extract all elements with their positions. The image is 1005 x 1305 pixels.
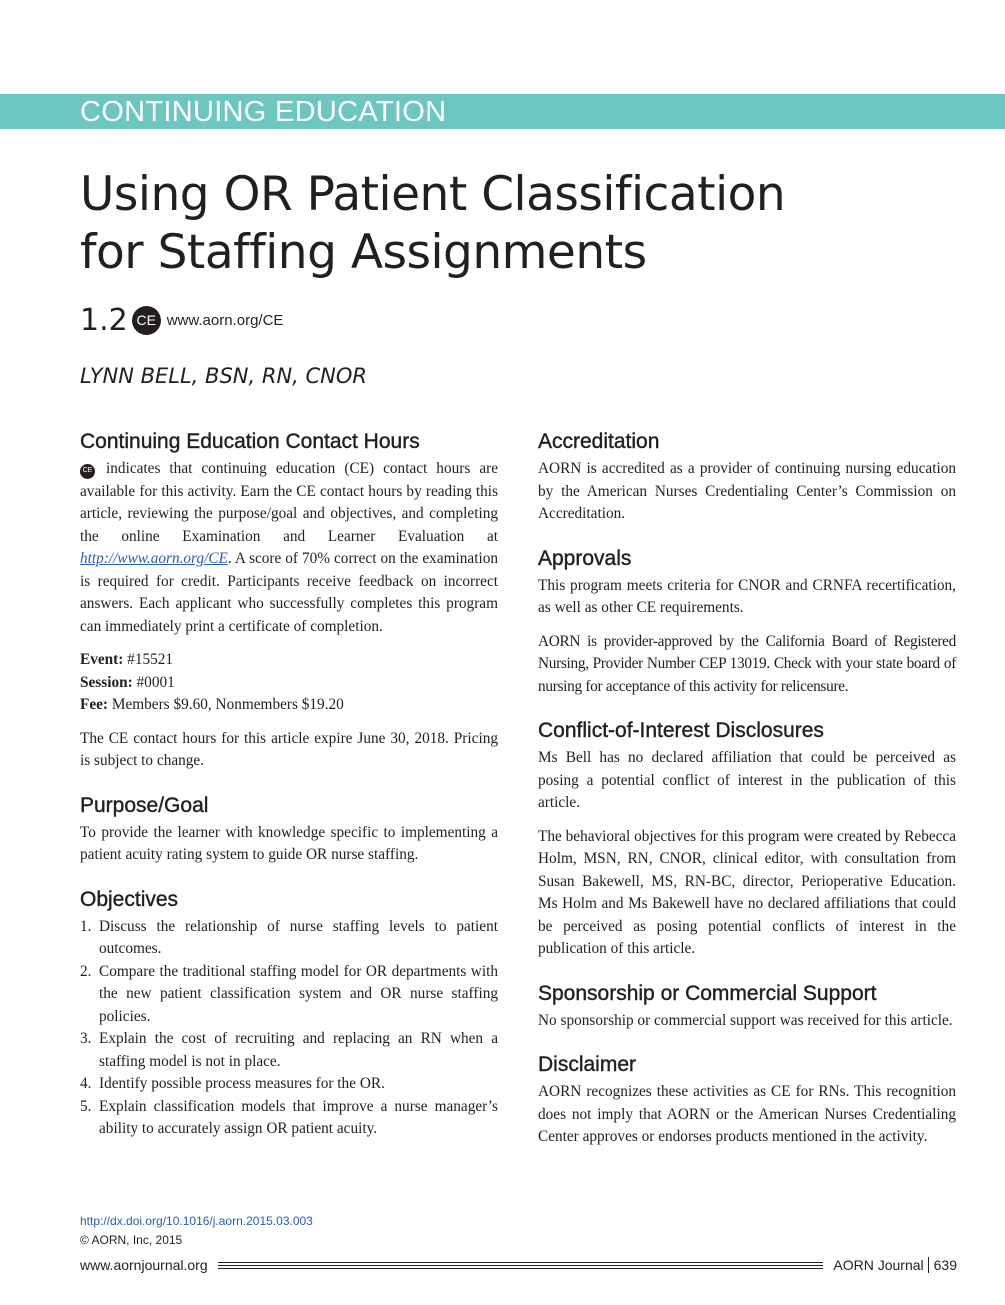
credit-hours: 1.2 [80,302,128,338]
item-number: 3. [80,1030,92,1047]
ce-badge-icon: CE [132,306,161,335]
list-item [80,1096,498,1141]
session-label: Session: [80,673,133,691]
session-row [80,672,498,695]
title-line-1: Using OR Patient Classification [80,167,786,222]
contact-hours-text [80,458,498,638]
left-column [80,428,498,1141]
section-banner [0,94,1005,129]
right-column [538,428,956,1149]
item-text: Identify possible process measures for the OR. [99,1075,385,1092]
author-credentials: BSN, RN, CNOR [198,364,367,388]
purpose-heading: Purpose/Goal [80,793,209,817]
list-item [80,916,498,961]
contact-hours-text-1: indicates that continuing education (CE) contact hours are available for this activity. Earn the CE contact hours by reading this article, reviewing the purpose/goal and objectives, and completing the online Examination and Learner Evaluation at [80,460,498,545]
conflict-text-2: The behavioral objectives for this program were created by Rebecca Holm, MSN, RN, CNOR, clinical editor, with consultation from Susan Bakewell, MS, RN-BC, director, Perioperative Education. Ms Holm and Ms Bakewell have no declared affiliations that could be perceived as posing potential conflicts of interest in the publication of this article. [538,827,956,957]
fee-value: Members $9.60, Nonmembers $19.20 [108,696,344,713]
copyright: © AORN, Inc, 2015 [80,1233,183,1247]
accreditation-heading: Accreditation [538,430,660,453]
approvals-text-1: This program meets criteria for CNOR and CRNFA recertification, as well as other CE requirements. [538,576,956,616]
sponsorship-heading: Sponsorship or Commercial Support [538,981,877,1005]
approvals-text-2: AORN is provider-approved by the California Board of Registered Nursing, Provider Number CEP 13019. Check with your state board of nursing for acceptance of this activity for relicensure. [538,632,956,695]
item-text: Explain classification models that improve a nurse manager’s ability to accurately assign OR patient acuity. [99,1097,498,1137]
objectives-list [80,916,498,1141]
list-item [80,1028,498,1073]
disclaimer-text: AORN recognizes these activities as CE for RNs. This recognition does not imply that AORN or the American Nurses Credentialing Center approves or endorses products mentioned in the activity. [538,1083,956,1145]
author-byline [80,364,367,388]
doi-link[interactable]: http://dx.doi.org/10.1016/j.aorn.2015.03.003 [80,1214,313,1228]
list-item [80,1073,498,1096]
contact-hours-text-2: . A score of 70% correct on the examination is required for credit. Participants receive feedback on incorrect answers. Each applicant who successfully completes this program can immediately print a certificate of completion. [80,550,498,635]
title-line-2: for Staffing Assignments [80,225,647,280]
objectives-heading: Objectives [80,887,179,911]
page-footer [80,1255,957,1275]
item-number: 4. [80,1075,92,1092]
author-name: LYNN BELL, [80,364,199,388]
item-text: Discuss the relationship of nurse staffing levels to patient outcomes. [99,917,498,957]
journal-site-link[interactable]: www.aornjournal.org [80,1257,208,1273]
ce-link[interactable]: http://www.aorn.org/CE [80,550,228,567]
event-label: Event: [80,651,124,668]
event-row [80,649,498,672]
page-number: 639 [928,1257,957,1273]
ce-inline-icon: CE [80,464,95,479]
approvals-heading: Approvals [538,546,632,570]
session-value: #0001 [132,673,175,691]
event-value: #15521 [123,651,174,668]
item-text: Compare the traditional staffing model for OR departments with the new patient classification system and OR nurse staffing policies. [99,962,498,1025]
conflict-heading: Conflict-of-Interest Disclosures [538,719,824,742]
fee-label: Fee: [80,696,109,713]
item-number: 5. [80,1097,92,1115]
accreditation-text: AORN is accredited as a provider of continuing nursing education by the American Nurses Credentialing Center’s Commission on Accreditation. [538,460,956,522]
article-title [80,166,940,282]
list-item [80,961,498,1029]
contact-hours-heading: Continuing Education Contact Hours [80,430,420,453]
banner-label: CONTINUING EDUCATION [80,96,447,128]
purpose-text: To provide the learner with knowledge specific to implementing a patient acuity rating system to guide OR nurse staffing. [80,823,498,863]
credit-url-link[interactable]: www.aorn.org/CE [166,311,284,329]
item-number: 2. [80,962,92,980]
expiration-text: The CE contact hours for this article expire June 30, 2018. Pricing is subject to change. [80,729,498,769]
conflict-text-1: Ms Bell has no declared affiliation that could be perceived as posing a potential conflict of interest in the publication of this article. [538,749,956,811]
credit-line [80,300,283,340]
item-number: 1. [80,917,92,935]
fee-row [80,694,498,717]
journal-name: AORN Journal [833,1257,924,1273]
item-text: Explain the cost of recruiting and replacing an RN when a staffing model is not in place. [99,1030,498,1070]
sponsorship-text: No sponsorship or commercial support was received for this article. [538,1011,953,1029]
footer-rule [218,1262,824,1269]
disclaimer-heading: Disclaimer [538,1053,637,1076]
